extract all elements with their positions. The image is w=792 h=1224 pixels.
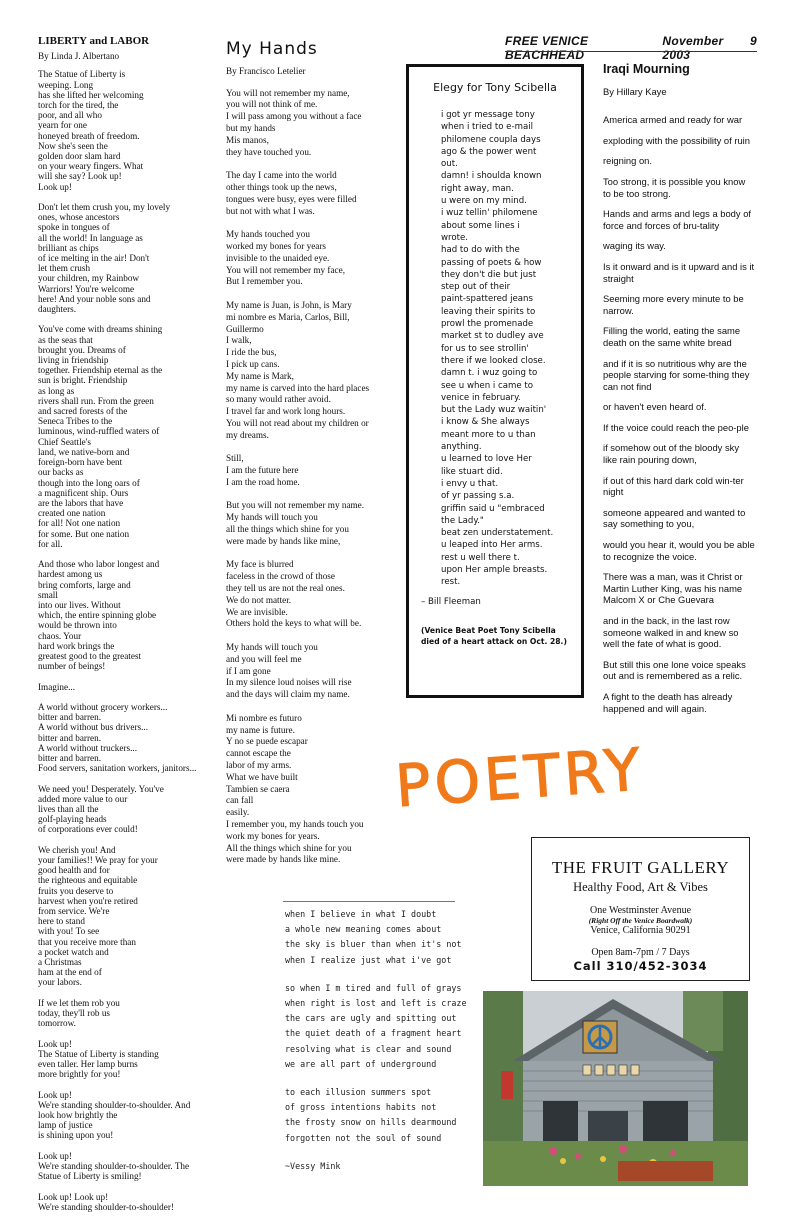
stanza: You will not remember my name, you will not think of me. I will pass among you without a face but my hands Mis manos, they have touched you. — [226, 87, 362, 157]
stanza: My name is Juan, is John, is Mary mi nombre es Maria, Carlos, Bill, Guillermo I walk, I ride the bus, I pick up cans. My name is Mark, my name is carved into the hard places so many would rather avoid. I travel far and work long hours. You will not read about my children or my dreams. — [226, 299, 370, 440]
stanza: when I believe in what I doubt a whole new meaning comes about the sky is bluer than when it's not when I realize just what i've got — [285, 909, 462, 965]
article-title: Elegy for Tony Scibella — [433, 81, 557, 94]
poem-line: If the voice could reach the peo-ple — [603, 421, 749, 433]
stanza: A world without grocery workers... bitter and barren. A world without bus drivers... bitter and barren. A world without truckers... bitter and barren. Food servers, sanitation workers, janitors... — [38, 701, 197, 774]
poem-line: But still this one lone voice speaks out and is remembered as a relic. — [603, 658, 746, 682]
article-byline: By Francisco Letelier — [226, 65, 306, 76]
poem-rule — [283, 901, 455, 902]
poem-line: exploding with the possibility of ruin — [603, 134, 750, 146]
poem-line: America armed and ready for war — [603, 114, 743, 126]
storefront-photo — [483, 991, 748, 1186]
stanza: You've come with dreams shining as the seas that brought you. Dreams of living in friendship together. Friendship eternal as the sun is bright. Friendship as long as rivers shall run. From the green and sacred forests of the Seneca Tribes to the luminous, wind-ruffled waters of Chief Seattle's land, we native-born and foreign-born have bent our backs as though into the long oars of a magnificent ship. Ours are the labors that have created one nation for all! Not one nation for some. But one nation for all. — [38, 324, 163, 549]
stanza: We need you! Desperately. You've added more value to our lives than all the golf-playing heads of corporations ever could! — [38, 783, 164, 835]
poetry-text: POETRY — [393, 735, 647, 821]
poem-line: or haven't even heard of. — [603, 401, 707, 413]
poetry-lettering — [388, 728, 647, 828]
memorial-note: (Venice Beat Poet Tony Scibella died of a heart attack on Oct. 28.) — [421, 625, 567, 646]
ad-city: Venice, California 90291 — [590, 925, 691, 936]
poem-body — [226, 88, 401, 867]
stanza: Still, I am the future here I am the road home. — [226, 453, 300, 487]
stanza: If we let them rob you today, they'll rob us tomorrow. — [38, 997, 120, 1029]
issue-date: November 2003 — [662, 34, 724, 62]
poem-line: Too strong, it is possible you know to be too strong. — [603, 175, 746, 199]
poem-author: – Bill Fleeman — [421, 596, 481, 607]
stanza: Mi nombre es futuro my name is future. Y no se puede escapar cannot escape the labor of my arms. What we have built Tambien se caera can fall easily. I remember you, my hands touch you work my bones for years. All the things which shine for you were made by hands like mine. — [226, 712, 364, 865]
stanza: The Statue of Liberty is weeping. Long has she lifted her welcoming torch for the tired, the poor, and all who yearn for one honeyed breath of freedom. Now she's seen the golden door slam hard on your weary fingers. What will she say? Look up! Look up! — [38, 69, 144, 192]
poem-body — [285, 907, 470, 1146]
article-title: Iraqi Mourning — [603, 62, 690, 76]
iraqi-mourning-article — [603, 64, 755, 723]
article-byline: By Linda J. Albertano — [38, 51, 120, 62]
ad-hours: Open 8am-7pm / 7 Days — [591, 947, 690, 958]
poem-line: would you hear it, would you be able to recognize the voice. — [603, 539, 755, 562]
poem-line: if somehow out of the bloody sky like rain pouring down, — [603, 442, 740, 466]
poem-line: and if it is so nutritious why are the people starving for some-thing they can not find — [603, 357, 750, 392]
stanza: We cherish you! And your families!! We pray for your good health and for the righteous and equitable fruits you deserve to harvest when you're retired from service. We're here to stand with you! To see that you receive more than a pocket watch and a Christmas ham at the end of your labors. — [38, 844, 158, 988]
ad-tagline: Healthy Food, Art & Vibes — [573, 880, 708, 894]
ad-address: One Westminster Avenue — [589, 905, 692, 916]
stanza: Look up! We're standing shoulder-to-shoulder. The Statue of Liberty is smiling! — [38, 1150, 190, 1182]
stanza: Look up! The Statue of Liberty is standing even taller. Her lamp burns more brightly for you! — [38, 1038, 159, 1080]
poem-line: if out of this hard dark cold win-ter night — [603, 474, 744, 498]
ad-phone: Call 310/452-3034 — [573, 959, 708, 973]
stanza: The day I came into the world other things took up the news, tongues were busy, eyes were filled but not with what I was. — [226, 170, 357, 216]
article-byline: By Hillary Kaye — [603, 85, 667, 97]
article-title: My Hands — [226, 39, 318, 59]
poem-body — [38, 69, 226, 1212]
stanza: My hands will touch you and you will feel me if I am gone In my silence loud noises will rise and the days will claim my name. — [226, 642, 352, 700]
stanza: My hands touched you worked my bones for years invisible to the unaided eye. You will not remember my face, But I remember you. — [226, 229, 345, 287]
poem-line: reigning on. — [603, 155, 652, 167]
poem-line: Hands and arms and legs a body of force and forces of bru-tality — [603, 208, 752, 231]
poem-line: someone appeared and wanted to say something to you, — [603, 506, 746, 530]
underground-poem — [285, 907, 470, 1174]
poem-line: and in the back, in the last row someone walked in and knew so well the fate of what is good. — [603, 615, 739, 650]
page-header — [505, 34, 757, 62]
poem-line: Filling the world, eating the same death on the same white bread — [603, 325, 741, 348]
poem-line: waging its way. — [603, 240, 666, 252]
my-hands-article — [226, 39, 401, 878]
poem-line: Is it onward and is it upward and is it straight — [603, 260, 755, 284]
stanza: to each illusion summers spot of gross intentions habits not the frosty snow on hills dearmound forgotten not the soul of sound — [285, 1087, 457, 1143]
liberty-and-labor-article — [38, 36, 226, 1222]
stanza: Don't let them crush you, my lovely ones, whose ancestors spoke in tongues of all the world! In language as brilliant as chips of ice melting in the air! Don't let them crush your children, my Rainbow Warriors! You're welcome here! And your noble sons and daughters. — [38, 202, 171, 315]
stanza: Look up! We're standing shoulder-to-shoulder. And look how brightly the lamp of justice is shining upon you! — [38, 1089, 191, 1141]
stanza: But you will not remember my name. My hands will touch you all the things which shine for you were made by hands like mine, — [226, 500, 365, 546]
storefront-illustration — [483, 991, 748, 1186]
stanza: And those who labor longest and hardest among us bring comforts, large and small into our lives. Without which, the entire spinning globe would be thrown into chaos. Your hard work brings the greatest good to the greatest number of beings! — [38, 559, 160, 672]
stanza: My face is blurred faceless in the crowd of those they tell us are not the real ones. We do not matter. We are invisible. Others hold the keys to what will be. — [226, 559, 362, 629]
ad-business-name: THE FRUIT GALLERY — [551, 858, 730, 877]
article-title: LIBERTY and LABOR — [38, 35, 150, 47]
elegy-box — [406, 64, 584, 698]
ad-address-note: (Right Off the Venice Boardwalk) — [588, 916, 693, 925]
publication-name: FREE VENICE BEACHHEAD — [505, 34, 589, 62]
header-rule — [505, 51, 757, 52]
poem-line: There was a man, was it Christ or Martin Luther King, was his name Malcom X or Che Guevara — [603, 571, 743, 606]
poem-author: ~Vessy Mink — [285, 1160, 341, 1171]
stanza: Imagine... — [38, 681, 75, 692]
stanza: so when I m tired and full of grays when right is lost and left is craze the cars are ugly and spitting out the quiet death of a fragment heart resolving what is clear and sound we are all part of underground — [285, 982, 467, 1069]
fruit-gallery-ad — [531, 837, 750, 981]
poem-line: A fight to the death has already happened and will again. — [603, 690, 733, 714]
poem-body — [603, 114, 755, 714]
page-number: 9 — [750, 34, 757, 48]
poem-line: Seeming more every minute to be narrow. — [603, 293, 744, 316]
poetry-banner — [388, 728, 647, 828]
stanza: Look up! Look up! We're standing shoulder-to-shoulder! — [38, 1191, 174, 1212]
poem-body: i got yr message tony when i tried to e-mail philomene coupla days ago & the power went out. damn! i shoulda known right away, man. u were on my mind. i wuz tellin' philomene about some lines i wrote. had to do with the passing of poets & how they don't die but just step out of their paint-spattered jeans leaving their spirits to prowl the promenade market st to dudley ave for us to see strollin' there if we looked close. damn t. i wuz going to see u when i came to venice in february. but the Lady wuz waitin' i know & She always meant more to u than anything. u learned to love Her like stuart did. i envy u that. of yr passing s.a. griffin said u "embraced the Lady." beat zen understatement. u leaped into Her arms. rest u well there t. upon Her ample breasts. rest. — [441, 110, 554, 588]
